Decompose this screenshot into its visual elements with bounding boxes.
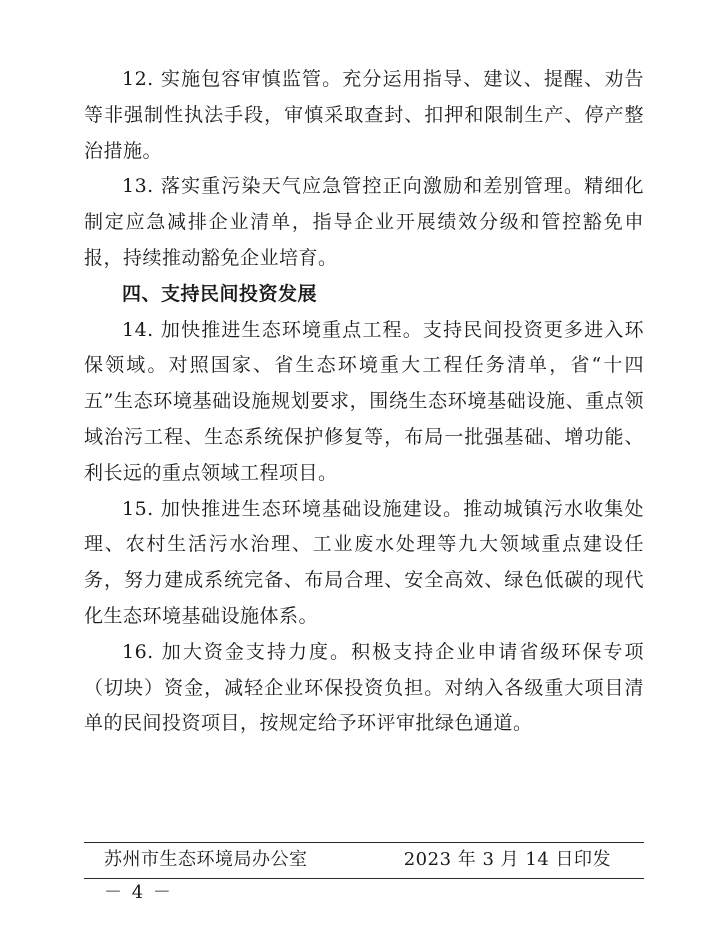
issue-date: 2023 年 3 月 14 日印发 [403, 849, 611, 870]
paragraph-14: 14. 加快推进生态环境重点工程。支持民间投资更多进入环保领域。对照国家、省生态环境重大工程任务清单，省“十四五”生态环境基础设施规划要求，围绕生态环境基础设施、重点领域治污工程、生态系统保护修复等，布局一批强基础、增功能、利长远的重点领域工程项目。 [84, 318, 644, 484]
issuer-name: 苏州市生态环境局办公室 [104, 849, 308, 870]
footer-rule-bottom [84, 878, 644, 879]
footer-rule-top [84, 842, 644, 843]
paragraph-12: 12. 实施包容审慎监管。充分运用指导、建议、提醒、劝告等非强制性执法手段，审慎采取查封、扣押和限制生产、停产整治措施。 [84, 68, 644, 162]
paragraph-16: 16. 加大资金支持力度。积极支持企业申请省级环保专项（切块）资金，减轻企业环保投资负担。对纳入各级重大项目清单的民间投资项目，按规定给予环评审批绿色通道。 [84, 640, 644, 735]
paragraph-13: 13. 落实重污染天气应急管控正向激励和差别管理。精细化制定应急减排企业清单，指导企业开展绩效分级和管控豁免申报，持续推动豁免企业培育。 [84, 175, 644, 269]
section-heading-4: 四、支持民间投资发展 [122, 282, 318, 305]
document-body [84, 62, 644, 742]
page-number: － 4 － [104, 882, 173, 903]
paragraph-15: 15. 加快推进生态环境基础设施建设。推动城镇污水收集处理、农村生活污水治理、工业废水处理等九大领域重点建设任务，努力建成系统完备、布局合理、安全高效、绿色低碳的现代化生态环境基础设施体系。 [84, 497, 644, 627]
